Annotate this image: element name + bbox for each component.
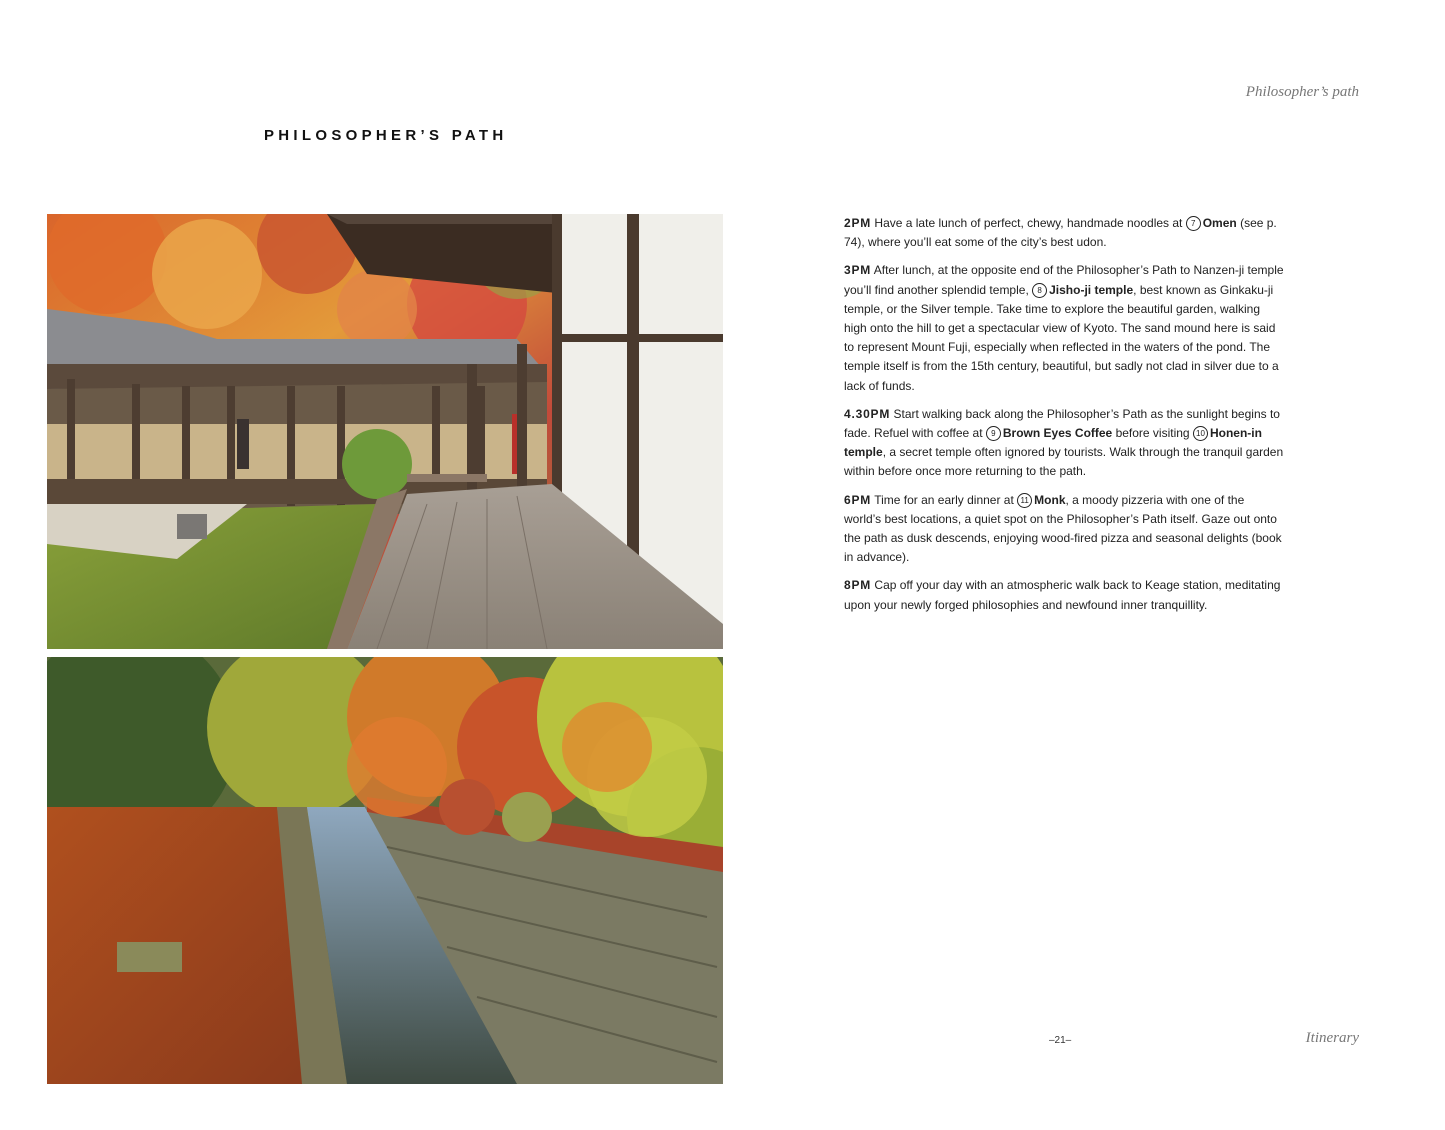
running-header: Philosopher’s path <box>1245 84 1359 100</box>
entry-text: , best known as Ginkaku-ji temple, or the Silver temple. Take time to explore the beautiful garden, walking high onto the hill to get a spectacular view of Kyoto. The sand mound here is said to represent Mount Fuji, especially when reflected in the waters of the pond. The temple itself is from the 15th century, beautiful, but sadly not clad in silver due to a lack of funds. <box>844 282 1279 393</box>
map-number-badge: 7 <box>1186 216 1201 231</box>
entry-text: , a moody pizzeria with one of the world’s best locations, a quiet spot on the Philosopher’s Path itself. Gaze out onto the path as dusk descends, enjoying wood-fired pizza and seasonal delights (book in advance). <box>844 492 1282 565</box>
entry-text: Have a late lunch of perfect, chewy, handmade noodles at <box>871 216 1186 230</box>
place-name: Jisho-ji temple <box>1049 282 1134 297</box>
itinerary-entry-6pm <box>844 491 1284 568</box>
map-number-badge: 8 <box>1032 283 1047 298</box>
time-label: 4.30PM <box>844 406 891 421</box>
place-name: Brown Eyes Coffee <box>1002 426 1113 441</box>
place-name: Omen <box>1202 216 1237 230</box>
entry-text: before visiting <box>1112 426 1193 441</box>
itinerary-text <box>844 214 1284 624</box>
entry-text: Time for an early dinner at <box>871 492 1018 507</box>
entry-text: , a secret temple often ignored by tourists. Walk through the tranquil garden within before once more returning to the path. <box>844 445 1284 479</box>
time-label: 3PM <box>844 263 872 278</box>
itinerary-entry-2pm <box>844 214 1284 252</box>
map-number-badge: 9 <box>986 426 1001 441</box>
time-label: 2PM <box>844 216 872 230</box>
map-number-badge: 11 <box>1017 493 1032 508</box>
itinerary-entry-430pm <box>844 405 1284 482</box>
temple-veranda-photo <box>47 214 723 649</box>
section-title: PHILOSOPHER’S PATH <box>264 127 508 144</box>
place-name: Monk <box>1034 492 1066 507</box>
time-label: 6PM <box>844 492 872 507</box>
time-label: 8PM <box>844 578 872 593</box>
map-number-badge: 10 <box>1193 426 1208 441</box>
entry-text: Start walking back along the Philosopher’s Path as the sunlight begins to fade. Refuel with coffee at <box>844 406 1280 441</box>
entry-text: Cap off your day with an atmospheric walk back to Keage station, meditating upon your newly forged philosophies and newfound inner tranquillity. <box>844 578 1281 612</box>
footer-label: Itinerary <box>1305 1030 1359 1046</box>
page-number: –21– <box>1049 1035 1072 1046</box>
canal-autumn-photo <box>47 657 723 1084</box>
entry-text: After lunch, at the opposite end of the Philosopher’s Path to Nanzen-ji temple you’ll find another splendid temple, <box>844 263 1284 297</box>
place-name: Honen-in temple <box>844 426 1262 460</box>
itinerary-entry-8pm <box>844 576 1284 614</box>
entry-text: (see p. 74), where you’ll eat some of the city’s best udon. <box>844 216 1277 250</box>
itinerary-entry-3pm <box>844 261 1284 395</box>
